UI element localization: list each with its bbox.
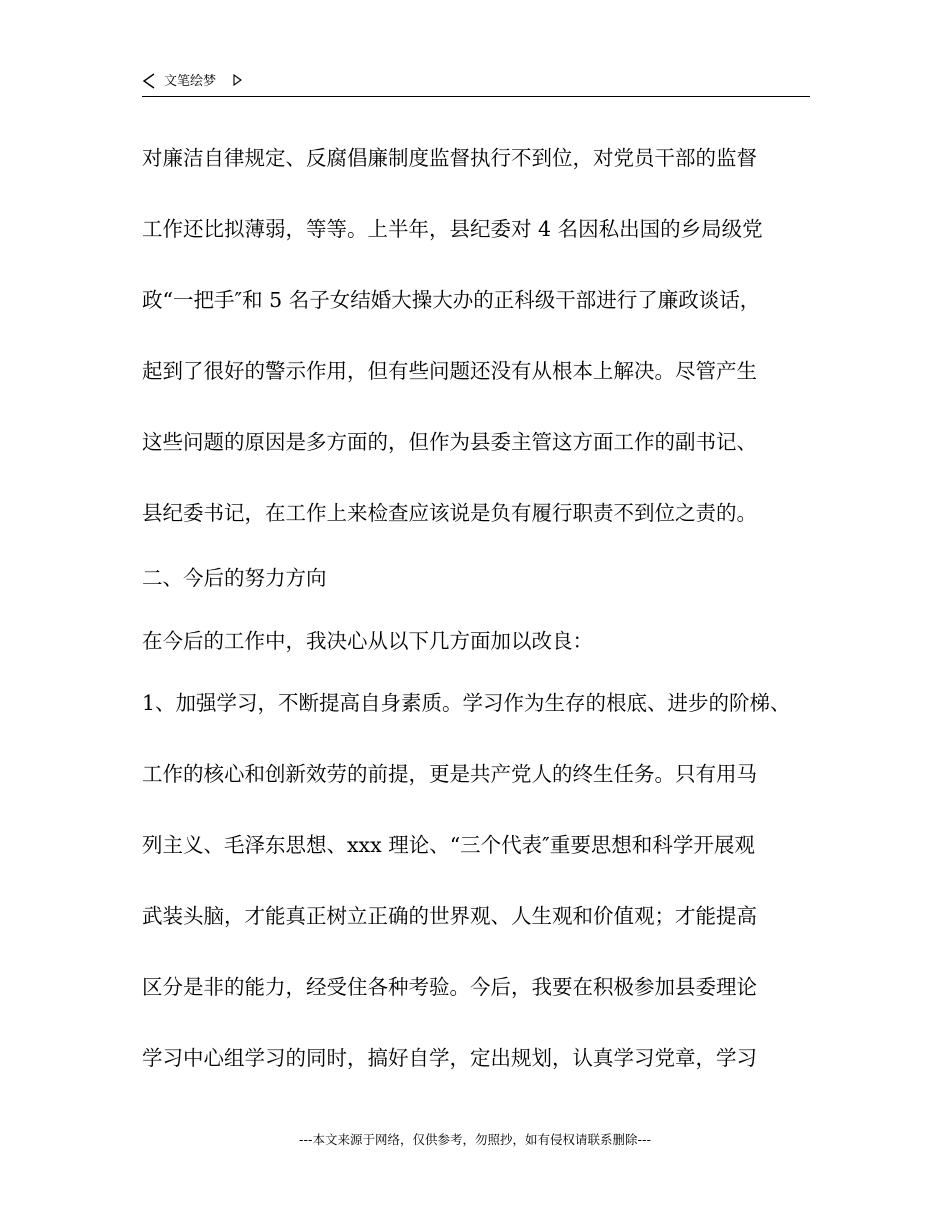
triangle-right-icon [232, 74, 242, 86]
header-title: 文笔绘梦 [164, 74, 217, 89]
paragraph-line: 学习中心组学习的同时，搞好自学，定出规划，认真学习党章，学习 [142, 1046, 757, 1070]
page-footer: ---本文来源于网络，仅供参考，勿照抄，如有侵权请联系删除--- [298, 1132, 652, 1147]
section-heading: 二、今后的努力方向 [142, 566, 327, 590]
paragraph-line: 武装头脑，才能真正树立正确的世界观、人生观和价值观；才能提高 [142, 904, 757, 928]
page-header [142, 70, 810, 97]
paragraph-line: 起到了很好的警示作用，但有些问题还没有从根本上解决。尽管产生 [142, 359, 757, 383]
paragraph-line: 工作还比拟薄弱，等等。上半年，县纪委对 4 名因私出国的乡局级党 [142, 217, 763, 241]
paragraph-line: 在今后的工作中，我决心从以下几方面加以改良： [142, 629, 593, 653]
paragraph-line: 县纪委书记，在工作上来检查应该说是负有履行职责不到位之责的。 [142, 501, 757, 525]
paragraph-line: 这些问题的原因是多方面的，但作为县委主管这方面工作的副书记、 [142, 430, 757, 454]
triangle-left-icon [142, 72, 156, 90]
paragraph-line: 区分是非的能力，经受住各种考验。今后，我要在积极参加县委理论 [142, 975, 757, 999]
paragraph-line: 政“一把手″和 5 名子女结婚大操大办的正科级干部进行了廉政谈话， [142, 288, 761, 312]
paragraph-line: 列主义、毛泽东思想、xxx 理论、“三个代表″重要思想和科学开展观 [142, 833, 755, 857]
paragraph-line: 1、加强学习，不断提高自身素质。学习作为生存的根底、进步的阶梯、 [142, 691, 791, 715]
paragraph-line: 对廉洁自律规定、反腐倡廉制度监督执行不到位，对党员干部的监督 [142, 146, 757, 170]
paragraph-line: 工作的核心和创新效劳的前提，更是共产党人的终生任务。只有用马 [142, 762, 757, 786]
